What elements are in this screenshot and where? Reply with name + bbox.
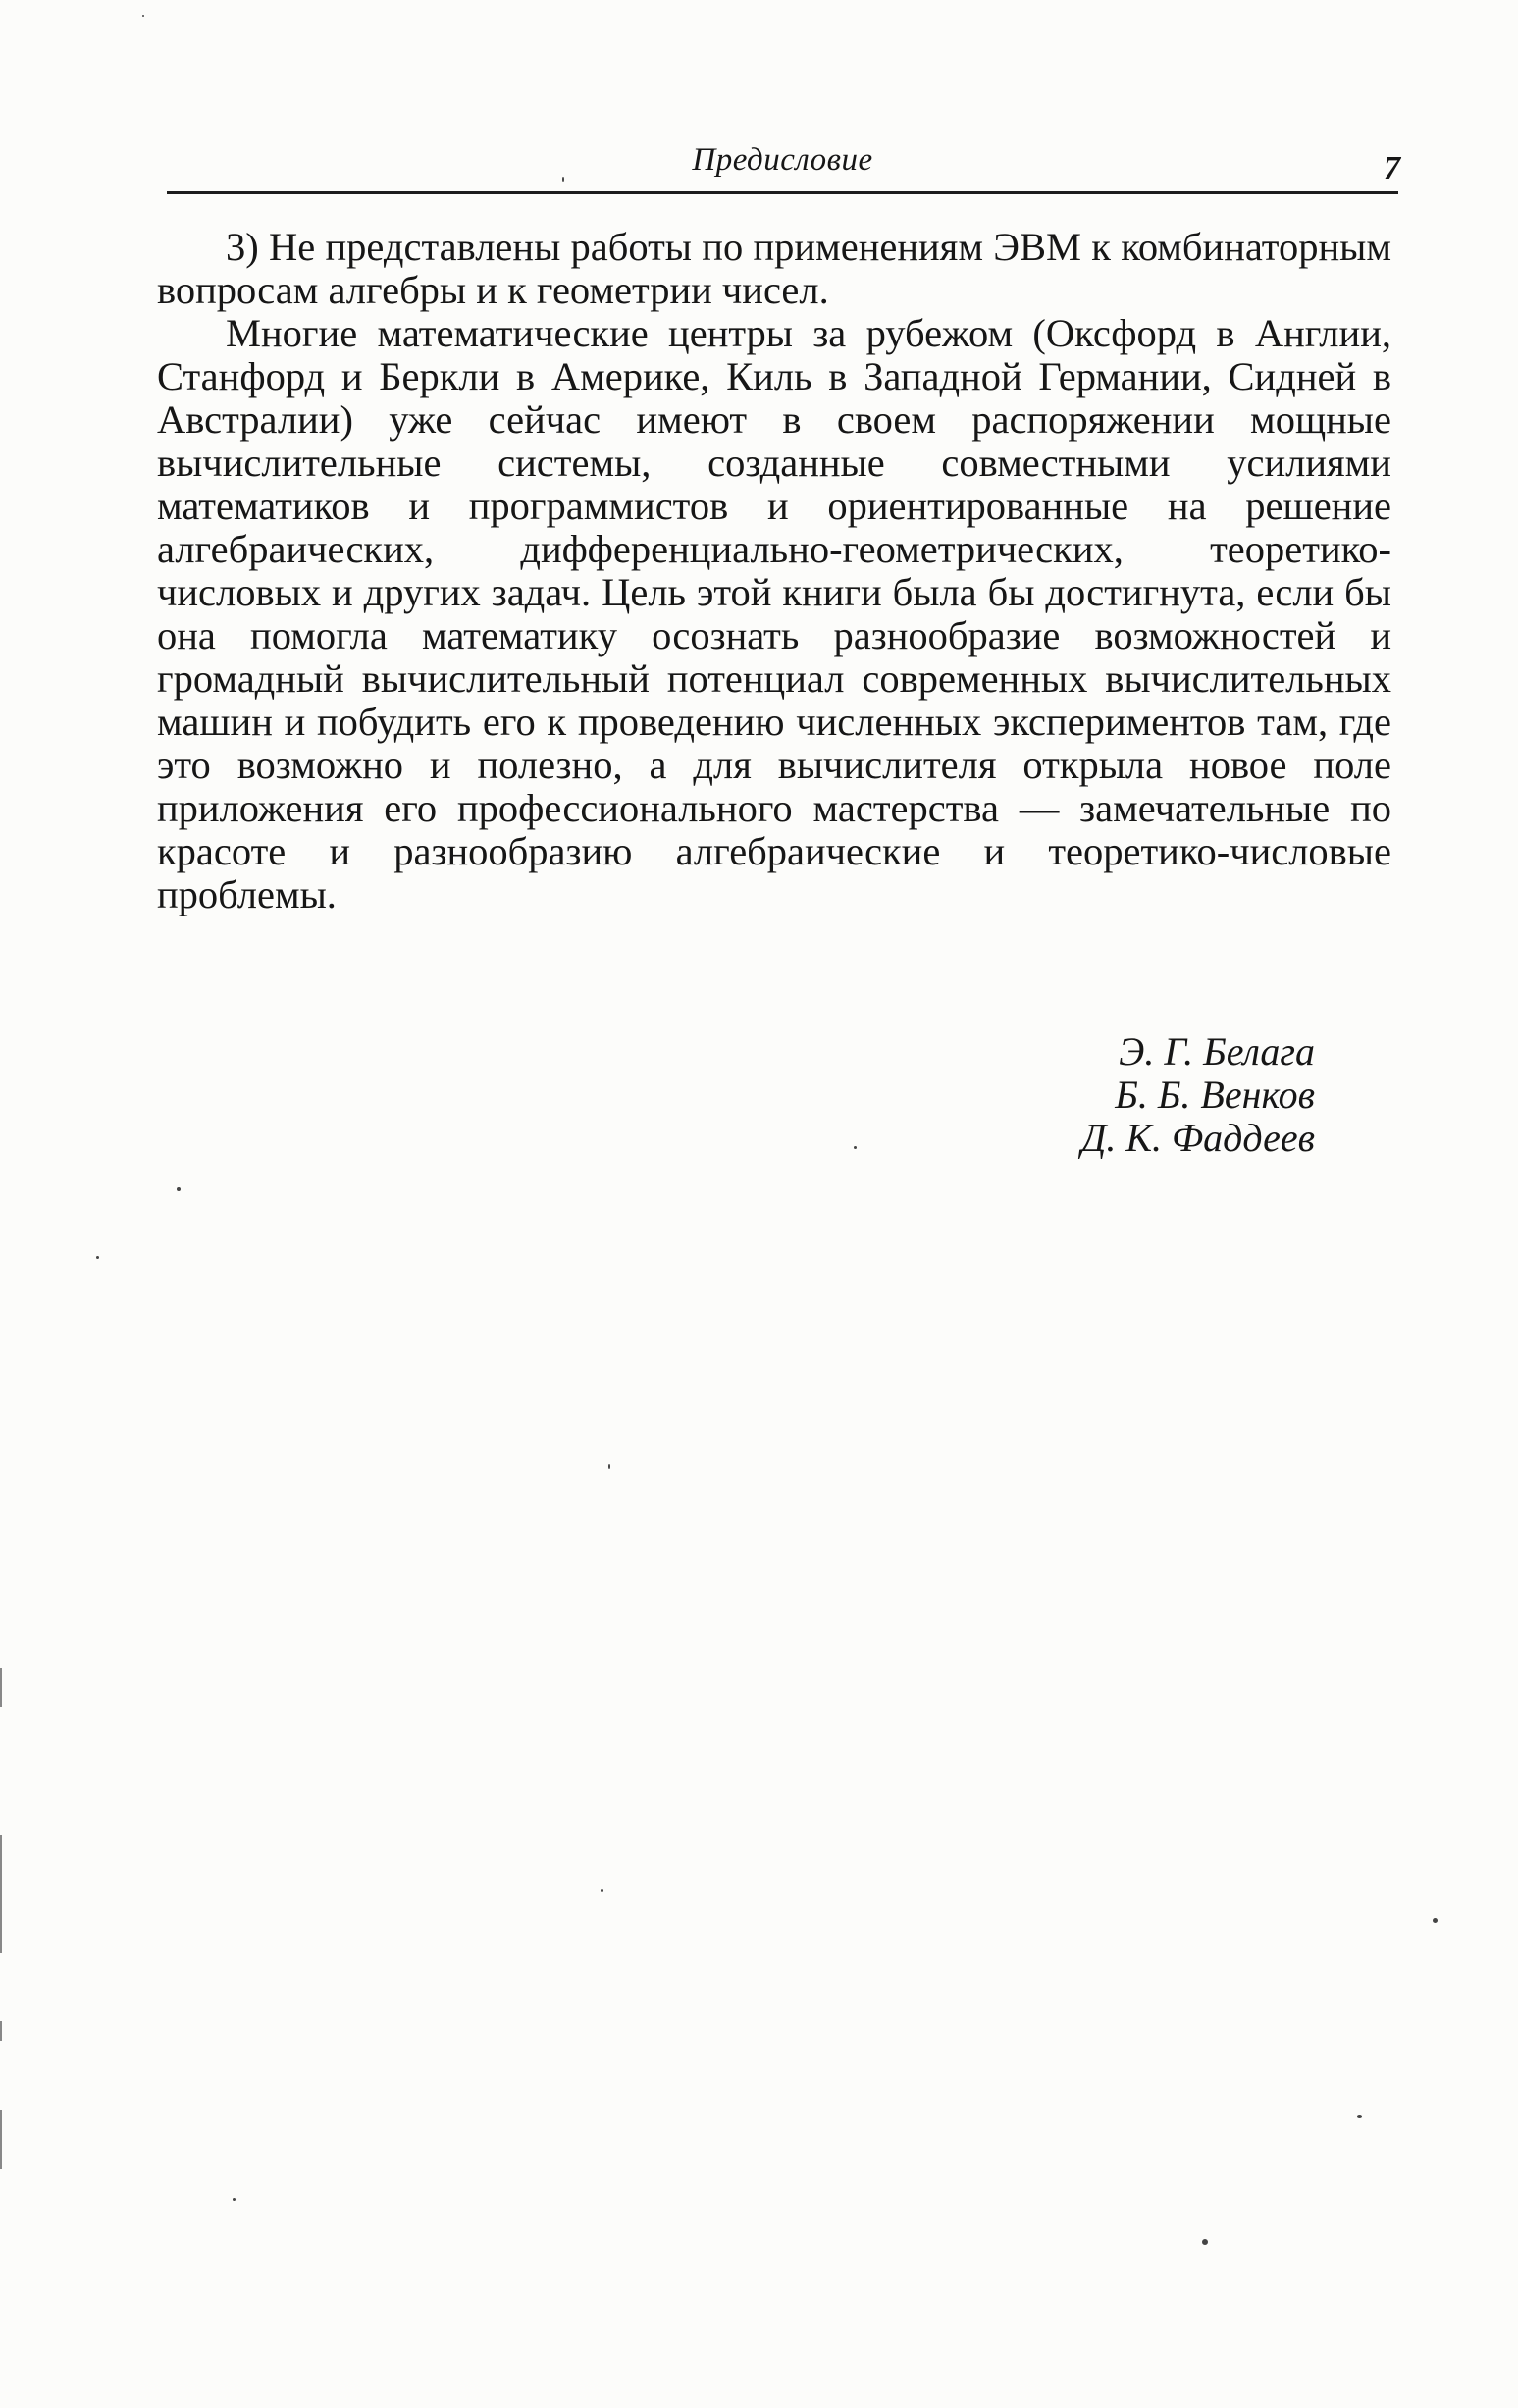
- scan-edge-mark: [0, 2021, 2, 2041]
- running-header: [167, 132, 1398, 194]
- scan-edge-mark: [0, 1668, 2, 1707]
- scan-edge-mark: [0, 2110, 2, 2169]
- page-number: 7: [1384, 150, 1400, 186]
- paragraph-computing-centers: Многие математические центры за рубежом (Оксфорд в Англии, Станфорд и Беркли в Америке, Киль в Западной Германии, Сидней в Австралии) уже сейчас имеют в своем распоряжении мощные вычислительные системы, созданные совместными усилиями математиков и программистов и ориентированные на решение алгебраических, дифференциально-геометрических, теоретико-числовых и других задач. Цель этой книги была бы достигнута, если бы она помогла математику осознать разнообразие возможностей и громадный вычислительный потенциал современных вычислительных машин и побудить его к проведению численных экспериментов там, где это возможно и полезно, а для вычислителя открыла новое поле приложения его профессионального мастерства — замечательные по красоте и разнообразию алгебраические и теоретико-числовые проблемы.: [157, 311, 1391, 916]
- scan-speck: [96, 1256, 99, 1259]
- scan-speck: [1433, 1918, 1438, 1923]
- scan-speck: [562, 177, 564, 182]
- author-faddeev: Д. К. Фаддеев: [1080, 1116, 1315, 1160]
- running-title: Предисловие: [692, 142, 873, 178]
- scan-speck: [142, 15, 144, 17]
- preface-body: [157, 226, 1391, 916]
- scan-edge-mark: [0, 1835, 2, 1953]
- scan-speck: [1357, 2115, 1362, 2118]
- scan-speck: [601, 1889, 603, 1892]
- scan-speck: [233, 2198, 236, 2201]
- author-venkov: Б. Б. Венков: [1115, 1073, 1315, 1117]
- paragraph-item-3: 3) Не представлены работы по применениям ЭВМ к комбинаторным вопросам алгебры и к геометрии чисел.: [157, 225, 1391, 312]
- author-signatures: [942, 1030, 1315, 1160]
- scan-speck: [854, 1146, 857, 1149]
- scan-speck: [1202, 2239, 1208, 2245]
- scan-speck: [608, 1464, 610, 1469]
- author-belaga: Э. Г. Белага: [1119, 1029, 1315, 1073]
- scan-speck: [177, 1187, 181, 1191]
